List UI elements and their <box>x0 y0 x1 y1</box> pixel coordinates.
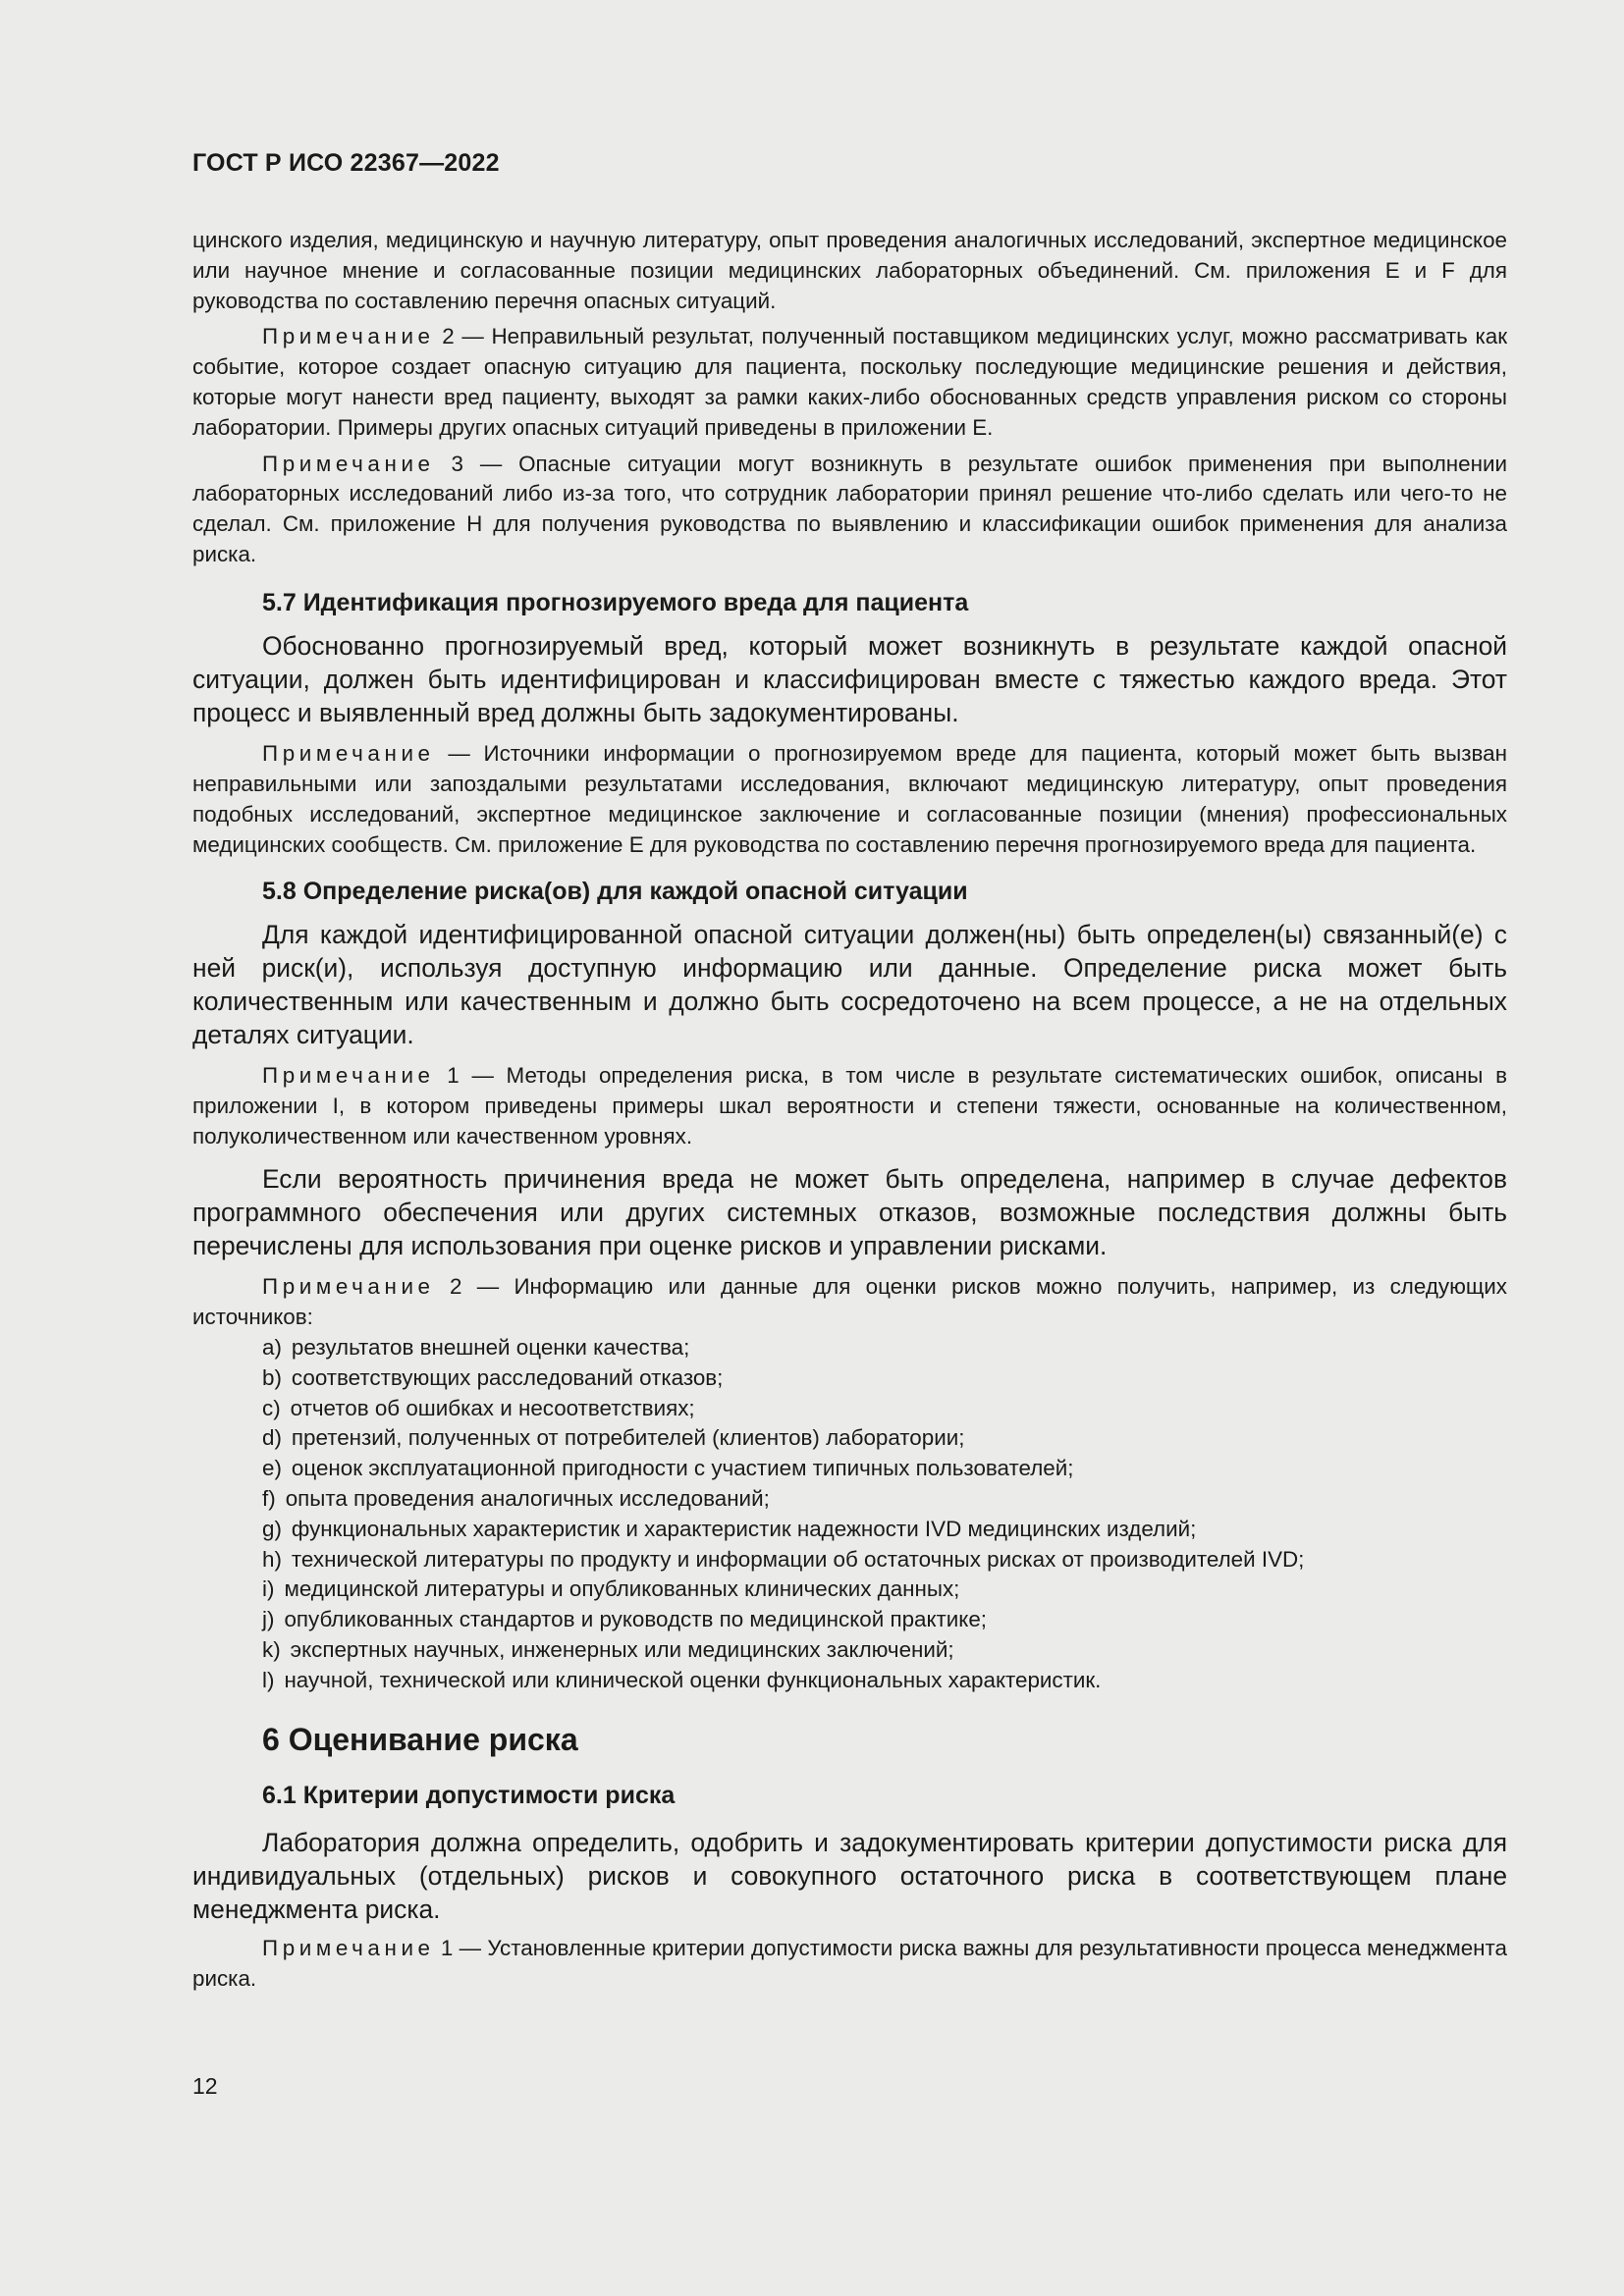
note-label: Примечание <box>262 324 435 349</box>
list-item-text: оценок эксплуатационной пригодности с участием типичных пользователей; <box>291 1456 1074 1481</box>
note-5-7 <box>192 739 1507 860</box>
note-5-8-2 <box>192 1272 1507 1333</box>
paragraph-5-7: Обоснованно прогнозируемый вред, который может возникнуть в результате каждой опасной ситуации, должен быть идентифицирован и классифицирован вместе с тяжестью каждого вреда. Этот процесс и выявленный вред должны быть задокументированы. <box>192 630 1507 728</box>
list-item <box>262 1515 1507 1545</box>
note-text: 2 — Информацию или данные для оценки рисков можно получить, например, из следующих источников: <box>192 1274 1507 1330</box>
list-item <box>262 1666 1507 1696</box>
note-text: — Источники информации о прогнозируемом вреде для пациента, который может быть вызван неправильными или запоздалыми результатами исследования, включают медицинскую литературу, опыт проведения подобных исследований, экспертное медицинское заключение и согласованные позиции (мнения) профессиональных медицинских сообществ. См. приложение Е для руководства по составлению перечня прогнозируемого вреда для пациента. <box>192 741 1507 857</box>
list-item <box>262 1575 1507 1605</box>
list-item <box>262 1484 1507 1515</box>
list-item <box>262 1423 1507 1454</box>
note-text: 1 — Установленные критерии допустимости риска важны для результативности процесса менеджмента риска. <box>192 1936 1507 1991</box>
list-item <box>262 1545 1507 1575</box>
list-item <box>262 1394 1507 1424</box>
section-heading-6-1: 6.1 Критерии допустимости риска <box>262 1781 676 1809</box>
note-text: 3 — Опасные ситуации могут возникнуть в результате ошибок применения при выполнении лабораторных исследований либо из-за того, что сотрудник лаборатории принял решение что-либо сделать или чего-то не сделал. См. приложение Н для получения руководства по выявлению и классификации ошибок применения для анализа риска. <box>192 451 1507 566</box>
list-item-letter: l) <box>262 1667 275 1692</box>
list-item-text: экспертных научных, инженерных или медицинских заключений; <box>290 1636 954 1662</box>
list-item-letter: j) <box>262 1607 275 1632</box>
list-item-letter: e) <box>262 1456 282 1481</box>
list-item-text: медицинской литературы и опубликованных клинических данных; <box>284 1576 960 1602</box>
note-3 <box>192 450 1507 570</box>
document-header: ГОСТ Р ИСО 22367—2022 <box>192 149 500 177</box>
list-item <box>262 1454 1507 1484</box>
section-heading-5-7: 5.7 Идентификация прогнозируемого вреда для пациента <box>262 588 969 616</box>
list-item-text: научной, технической или клинической оценки функциональных характеристик. <box>284 1667 1102 1692</box>
section-heading-6: 6 Оценивание риска <box>262 1721 578 1757</box>
list-item-letter: k) <box>262 1636 281 1662</box>
list-item <box>262 1605 1507 1635</box>
list-item-letter: b) <box>262 1364 282 1390</box>
sources-list <box>192 1333 1507 1696</box>
note-text: 1 — Методы определения риска, в том числе в результате систематических ошибок, описаны в приложении I, в котором приведены примеры шкал вероятности и степени тяжести, основанные на количественном, полуколичественном или качественном уровнях. <box>192 1063 1507 1148</box>
list-item-letter: i) <box>262 1576 275 1602</box>
note-label: Примечание <box>262 741 435 767</box>
note-text: 2 — Неправильный результат, полученный поставщиком медицинских услуг, можно рассматривать как событие, которое создает опасную ситуацию для пациента, поскольку последующие медицинские решения и действия, которые могут нанести вред пациенту, выходят за рамки каких-либо обоснованных средств управления риском со стороны лаборатории. Примеры других опасных ситуаций приведены в приложении Е. <box>192 324 1507 440</box>
list-item-text: опубликованных стандартов и руководств по медицинской практике; <box>284 1607 988 1632</box>
page-number: 12 <box>192 2073 218 2099</box>
list-item-text: опыта проведения аналогичных исследований; <box>285 1485 770 1511</box>
list-item-text: технической литературы по продукту и информации об остаточных рисках от производителей IVD; <box>291 1546 1305 1572</box>
list-item <box>262 1333 1507 1363</box>
page-content <box>192 226 1507 1995</box>
list-item-letter: g) <box>262 1516 282 1541</box>
list-item <box>262 1635 1507 1666</box>
note-2 <box>192 322 1507 443</box>
paragraph-5-8-b: Если вероятность причинения вреда не может быть определена, например в случае дефектов программного обеспечения или других системных отказов, возможные последствия должны быть перечислены для использования при оценке рисков и управлении рисками. <box>192 1163 1507 1261</box>
list-item-letter: f) <box>262 1485 276 1511</box>
list-item-letter: a) <box>262 1334 282 1360</box>
list-item-text: соответствующих расследований отказов; <box>291 1364 724 1390</box>
list-item <box>262 1363 1507 1394</box>
note-label: Примечание <box>262 1063 435 1089</box>
list-item-text: отчетов об ошибках и несоответствиях; <box>290 1395 695 1420</box>
section-heading-5-8: 5.8 Определение риска(ов) для каждой опасной ситуации <box>262 877 968 905</box>
paragraph-6-1: Лаборатория должна определить, одобрить и задокументировать критерии допустимости риска для индивидуальных (отдельных) рисков и совокупного остаточного риска в соответствующем плане менеджмента риска. <box>192 1827 1507 1924</box>
list-item-text: претензий, полученных от потребителей (клиентов) лаборатории; <box>291 1425 965 1451</box>
note-label: Примечание <box>262 1274 435 1300</box>
list-item-text: результатов внешней оценки качества; <box>291 1334 690 1360</box>
list-item-text: функциональных характеристик и характеристик надежности IVD медицинских изделий; <box>291 1516 1197 1541</box>
note-label: Примечание <box>262 451 435 476</box>
paragraph-continued: цинского изделия, медицинскую и научную литературу, опыт проведения аналогичных исследований, экспертное медицинское или научное мнение и согласованные позиции медицинских лабораторных объединений. См. приложения Е и F для руководства по составлению перечня опасных ситуаций. <box>192 228 1507 313</box>
note-label: Примечание <box>262 1936 435 1961</box>
list-item-letter: c) <box>262 1395 281 1420</box>
list-item-letter: d) <box>262 1425 282 1451</box>
note-6-1 <box>192 1934 1507 1995</box>
paragraph-5-8-a: Для каждой идентифицированной опасной ситуации должен(ны) быть определен(ы) связанный(е) с ней риск(и), используя доступную информацию или данные. Определение риска может быть количественным или качественным и должно быть сосредоточено на всем процессе, а не на отдельных деталях ситуации. <box>192 919 1507 1050</box>
note-5-8-1 <box>192 1061 1507 1151</box>
list-item-letter: h) <box>262 1546 282 1572</box>
